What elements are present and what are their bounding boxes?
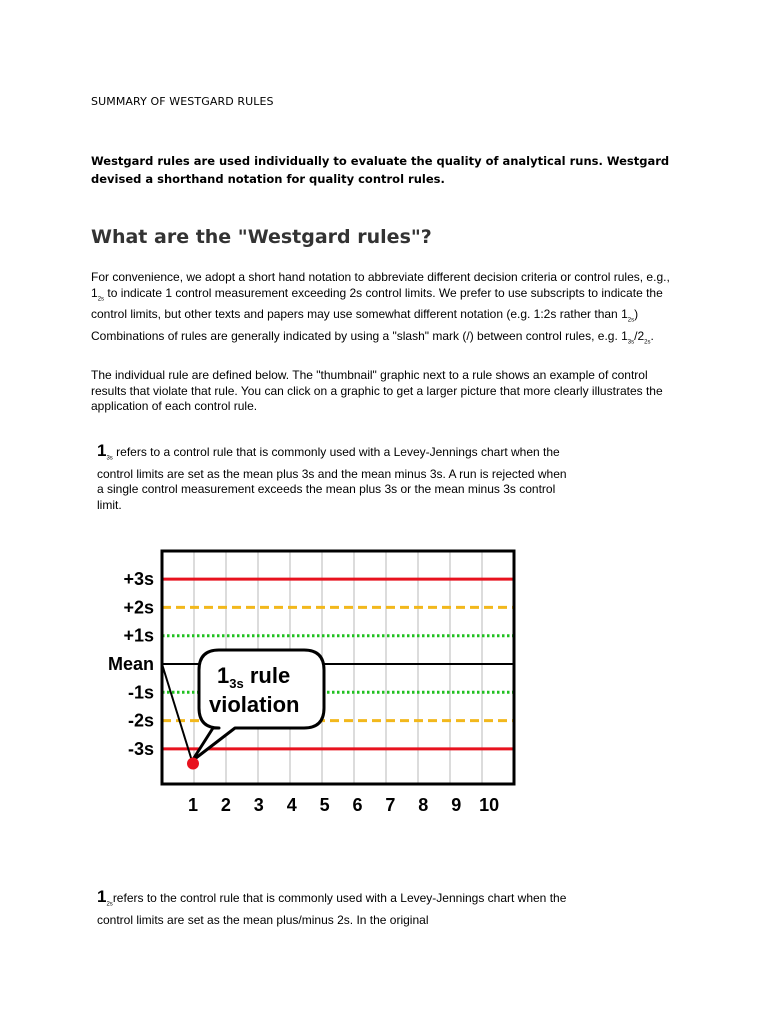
callout-subtitle: violation bbox=[209, 692, 300, 717]
x-tick-label: 2 bbox=[220, 795, 231, 815]
x-tick-label: 4 bbox=[286, 795, 297, 815]
x-tick-label: 9 bbox=[451, 795, 462, 815]
rules-defined-paragraph: The individual rule are defined below. The "thumbnail" graphic next to a rule shows an example of control results that violate that rule. You can click on a graphic to get a larger picture that more clearly illustrates the application of each control rule. bbox=[91, 368, 663, 413]
y-tick-label: +3s bbox=[123, 569, 154, 590]
x-tick-label: 7 bbox=[385, 795, 396, 815]
section-heading: What are the "Westgard rules"? bbox=[91, 226, 432, 248]
rule-1-2s-description: $1_{2s}refers$ to the control rule that is commonly used with a Levey-Jennings chart when the control limits are set as the mean plus/minus 2s. In the original bbox=[97, 887, 567, 927]
y-tick-label: -3s bbox=[127, 738, 154, 759]
y-tick-label: -2s bbox=[127, 710, 154, 731]
rule-1-3s-description: $1_{3s}$ refers to a control rule that is commonly used with a Levey-Jennings chart when the control limits are set as the mean plus 3s and the mean minus 3s. A run is rejected when a single control measurement exceeds the mean plus 3s or the mean minus 3s control limit. bbox=[97, 441, 567, 512]
x-tick-label: 1 bbox=[187, 795, 199, 815]
x-tick-label: 6 bbox=[352, 795, 363, 815]
y-tick-label: +1s bbox=[123, 625, 154, 646]
notation-paragraph: For convenience, we adopt a short hand notation to abbreviate different decision criteria or control rules, e.g., $1_{2s}$ to indicate 1 control measurement exceeding 2s control limits. We prefer to use subscripts to indicate the control limits, but other texts and papers may use somewhat different notation (e.g. 1:2s rather than $1_{2s}$) Combinations of rules are generally indicated by using a "slash" mark (/) between control rules, e.g. $1_{3s}/2_{2s}$. bbox=[91, 270, 670, 346]
document-title: SUMMARY OF WESTGARD RULES bbox=[91, 95, 274, 108]
data-point bbox=[187, 758, 199, 770]
callout-title: $1_{3s}$ rule bbox=[217, 663, 291, 691]
x-tick-label: 8 bbox=[418, 795, 429, 815]
intro-paragraph: Westgard rules are used individually to evaluate the quality of analytical runs. Westgard devised a shorthand notation for quality control rules. bbox=[91, 154, 670, 186]
y-tick-label: Mean bbox=[107, 654, 154, 674]
x-tick-label: 5 bbox=[319, 795, 330, 815]
y-tick-label: +2s bbox=[123, 597, 154, 618]
y-tick-label: -1s bbox=[127, 682, 154, 703]
x-tick-label: 10 bbox=[479, 795, 500, 815]
x-tick-label: 3 bbox=[253, 795, 264, 815]
levey-jennings-chart[interactable] bbox=[95, 540, 525, 825]
